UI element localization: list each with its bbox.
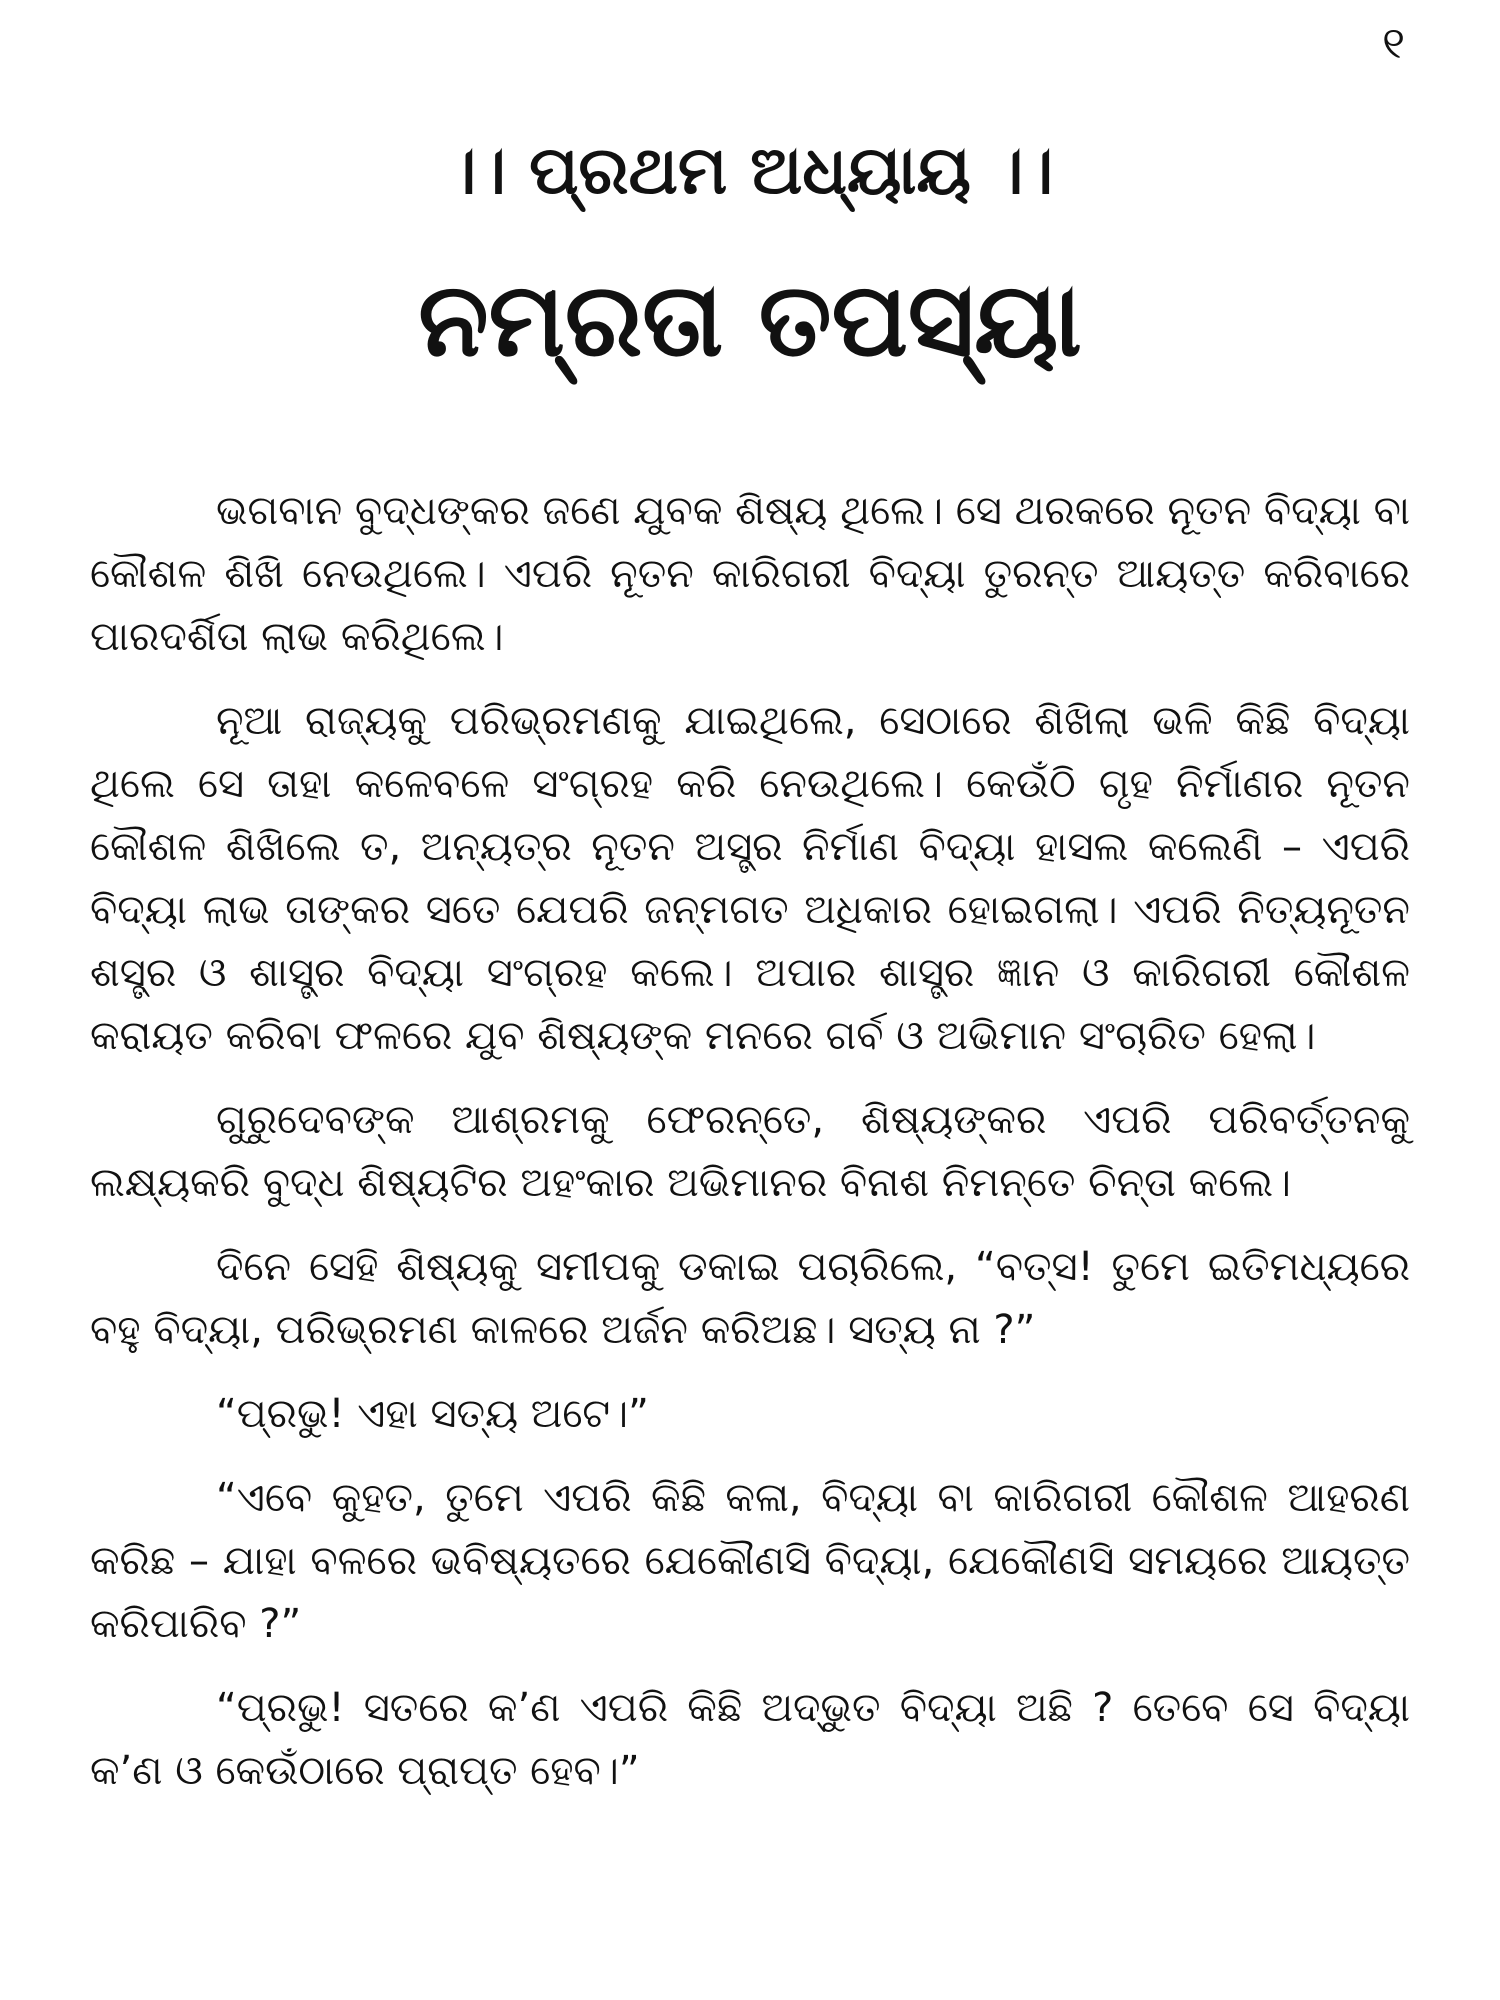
paragraph-7: “ପ୍ରଭୁ! ସତରେ କ’ଣ ଏପରି କିଛି ଅଦ୍ଭୁତ ବିଦ୍ୟା ଅଛି ? ତେବେ ସେ ବିଦ୍ୟା କ’ଣ ଓ କେଉଁଠାରେ ପ୍ରାପ୍ତ ହେବ।” bbox=[90, 1685, 1410, 1794]
paragraph-2: ନୂଆ ରାଜ୍ୟକୁ ପରିଭ୍ରମଣକୁ ଯାଇଥିଲେ, ସେଠାରେ ଶିଖିଲା ଭଳି କିଛି ବିଦ୍ୟା ଥିଲେ ସେ ତାହା କଳେବଳେ ସଂଗ୍ରହ କରି ନେଉଥିଲେ। କେଉଁଠି ଗୃହ ନିର୍ମାଣର ନୂତନ କୌଶଳ ଶିଖିଲେ ତ, ଅନ୍ୟତ୍ର ନୂତନ ଅସ୍ତ୍ର ନିର୍ମାଣ ବିଦ୍ୟା ହାସଲ କଲେଣି – ଏପରି ବିଦ୍ୟା ଲାଭ ତାଙ୍କର ସତେ ଯେପରି ଜନ୍ମଗତ ଅଧିକାର ହୋଇଗଲା। ଏପରି ନିତ୍ୟନୂତନ ଶସ୍ତ୍ର ଓ ଶାସ୍ତ୍ର ବିଦ୍ୟା ସଂଗ୍ରହ କଲେ। ଅପାର ଶାସ୍ତ୍ର ଜ୍ଞାନ ଓ କାରିଗରୀ କୌଶଳ କରାୟତ କରିବା ଫଳରେ ଯୁବ ଶିଷ୍ୟଙ୍କ ମନରେ ଗର୍ବ ଓ ଅଭିମାନ ସଂଚାରିତ ହେଲା। bbox=[90, 698, 1410, 1059]
chapter-heading: ।। ପ୍ରଥମ ଅଧ୍ୟାୟ ।। bbox=[446, 132, 1054, 209]
paragraph-1: ଭଗବାନ ବୁଦ୍ଧଙ୍କର ଜଣେ ଯୁବକ ଶିଷ୍ୟ ଥିଲେ। ସେ ଥରକରେ ନୂତନ ବିଦ୍ୟା ବା କୌଶଳ ଶିଖି ନେଉଥିଲେ। ଏପରି ନୂତନ କାରିଗରୀ ବିଦ୍ୟା ତୁରନ୍ତ ଆୟତ୍ତ କରିବାରେ ପାରଦର୍ଶିତା ଲାଭ କରିଥିଲେ। bbox=[90, 488, 1410, 660]
paragraph-6: “ଏବେ କୁହତ, ତୁମେ ଏପରି କିଛି କଳା, ବିଦ୍ୟା ବା କାରିଗରୀ କୌଶଳ ଆହରଣ କରିଛ – ଯାହା ବଳରେ ଭବିଷ୍ୟତରେ ଯେକୌଣସି ବିଦ୍ୟା, ଯେକୌଣସି ସମୟରେ ଆୟତ୍ତ କରିପାରିବ ?” bbox=[90, 1475, 1410, 1647]
paragraph-3: ଗୁରୁଦେବଙ୍କ ଆଶ୍ରମକୁ ଫେରନ୍ତେ, ଶିଷ୍ୟଙ୍କର ଏପରି ପରିବର୍ତ୍ତନକୁ ଲକ୍ଷ୍ୟକରି ବୁଦ୍ଧ ଶିଷ୍ୟଟିର ଅହଂକାର ଅଭିମାନର ବିନାଶ ନିମନ୍ତେ ଚିନ୍ତା କଲେ। bbox=[90, 1097, 1410, 1206]
page-number: ୧ bbox=[1382, 18, 1405, 69]
paragraph-5: “ପ୍ରଭୁ! ଏହା ସତ୍ୟ ଅଟେ।” bbox=[216, 1391, 649, 1437]
chapter-title: ନମ୍ରତା ତପସ୍ୟା bbox=[418, 261, 1082, 380]
paragraph-4: ଦିନେ ସେହି ଶିଷ୍ୟକୁ ସମୀପକୁ ଡକାଇ ପଚାରିଲେ, “ବତ୍ସ! ତୁମେ ଇତିମଧ୍ୟରେ ବହୁ ବିଦ୍ୟା, ପରିଭ୍ରମଣ କାଳରେ ଅର୍ଜନ କରିଅଛ। ସତ୍ୟ ନା ?” bbox=[90, 1244, 1410, 1353]
body-text bbox=[90, 480, 1410, 1824]
